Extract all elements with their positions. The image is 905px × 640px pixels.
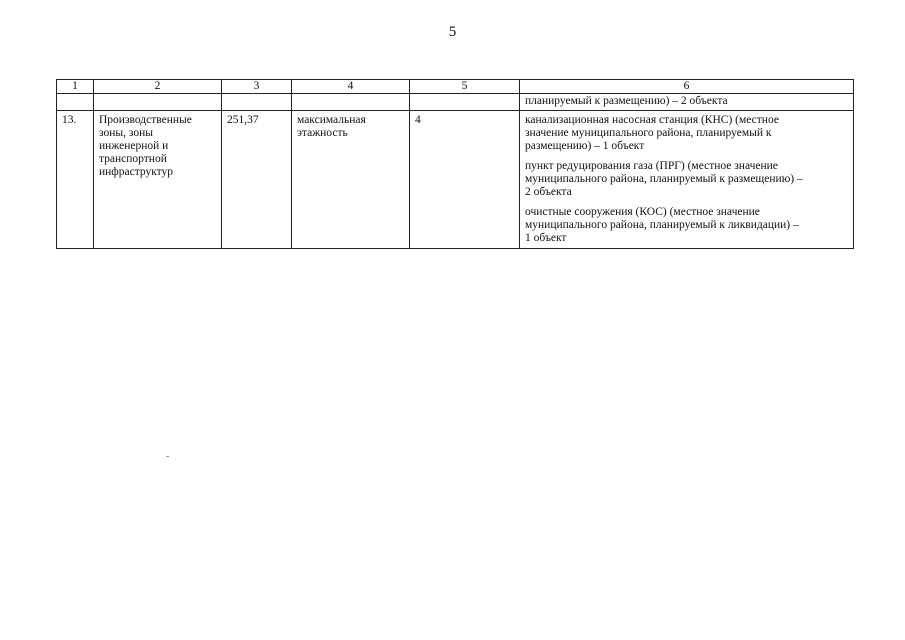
object-prg <box>525 160 848 199</box>
cont-cell-5 <box>410 94 520 111</box>
zones-table <box>56 79 854 249</box>
page-number: 5 <box>448 24 457 40</box>
row-number: 13. <box>57 111 94 249</box>
header-col-6: 6 <box>520 80 854 94</box>
parameter-line: этажность <box>297 127 348 139</box>
cont-cell-4 <box>292 94 410 111</box>
object-line: 1 объект <box>525 232 567 244</box>
header-col-3: 3 <box>222 80 292 94</box>
object-kos <box>525 206 848 245</box>
zone-name-line: транспортной <box>99 153 167 165</box>
scan-speck <box>166 456 169 457</box>
cont-cell-6: планируемый к размещению) – 2 объекта <box>520 94 854 111</box>
zone-name-cell <box>94 111 222 249</box>
parameter-line: максимальная <box>297 114 366 126</box>
zone-name-line: инфраструктур <box>99 166 174 178</box>
object-line: муниципального района, планируемый к размещению) – <box>525 173 803 185</box>
object-line: канализационная насосная станция (КНС) (местное <box>525 114 779 126</box>
parameter-cell <box>292 111 410 249</box>
value-cell: 4 <box>410 111 520 249</box>
header-col-4: 4 <box>292 80 410 94</box>
cont-cell-1 <box>57 94 94 111</box>
objects-cell <box>520 111 854 249</box>
table-row-13 <box>57 111 854 249</box>
cont-cell-3 <box>222 94 292 111</box>
object-line: очистные сооружения (КОС) (местное значение <box>525 206 760 218</box>
object-kns <box>525 114 848 153</box>
object-line: значение муниципального района, планируемый к <box>525 127 772 139</box>
object-line: размещению) – 1 объект <box>525 140 645 152</box>
header-col-5: 5 <box>410 80 520 94</box>
zone-name-line: Производственные <box>99 114 192 126</box>
header-col-1: 1 <box>57 80 94 94</box>
table-row-continuation <box>57 94 854 111</box>
object-line: муниципального района, планируемый к ликвидации) – <box>525 219 799 231</box>
cont-cell-2 <box>94 94 222 111</box>
table-header-row <box>57 80 854 94</box>
zone-name-line: инженерной и <box>99 140 169 152</box>
header-col-2: 2 <box>94 80 222 94</box>
object-line: пункт редуцирования газа (ПРГ) (местное значение <box>525 160 778 172</box>
area-cell: 251,37 <box>222 111 292 249</box>
zone-name-line: зоны, зоны <box>99 127 153 139</box>
object-line: 2 объекта <box>525 186 572 198</box>
